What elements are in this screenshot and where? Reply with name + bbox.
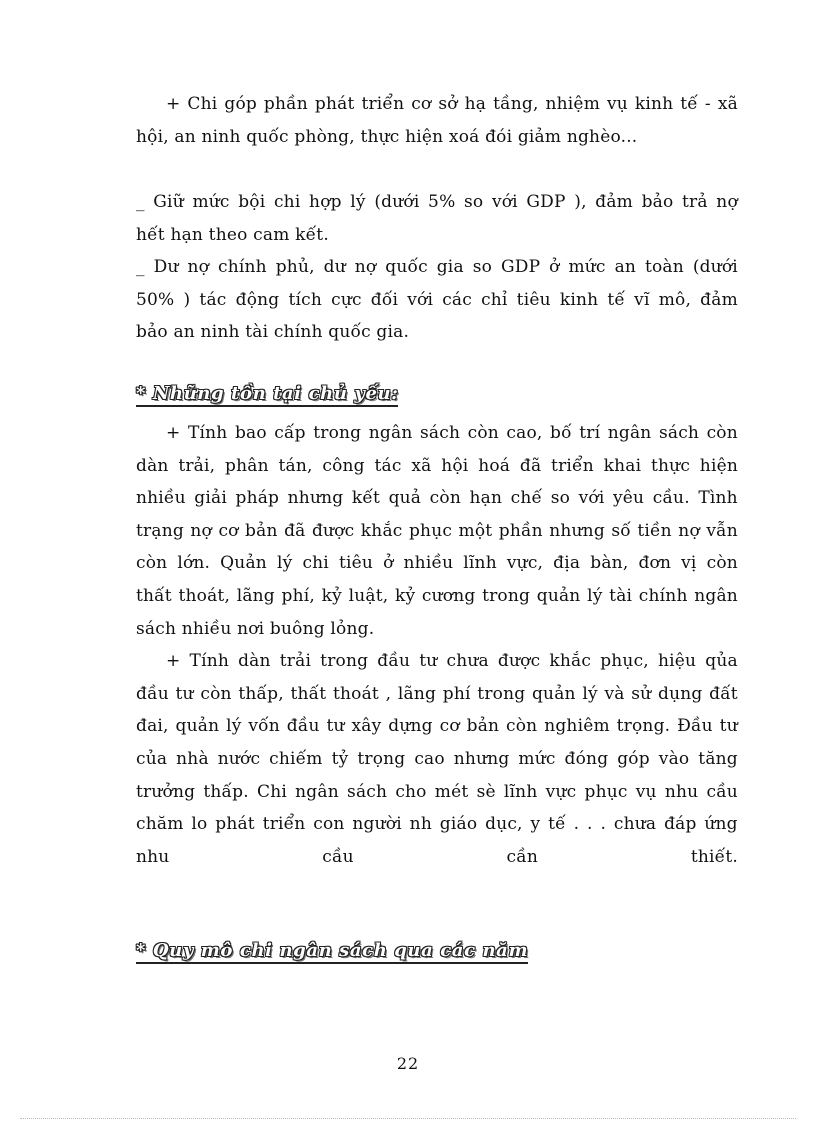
word: đơn [638,553,672,574]
word: GDP [500,257,541,278]
word: tế [607,289,626,310]
word: + [166,423,181,443]
word: chi [302,553,329,574]
word: mét [434,781,469,802]
word: hiệu [657,651,697,672]
word: , [385,683,392,704]
word: bội [238,192,266,212]
word: nợ [190,520,212,541]
word: nhu [136,846,170,867]
word: nhu [664,781,699,802]
word: hạn [469,488,503,509]
word: một [458,520,493,541]
word: đã [284,520,306,541]
word: cương [421,585,476,606]
word: hạ [464,94,487,114]
word: Tính [189,651,230,672]
word: phát [314,94,355,114]
word: trong [313,423,362,443]
word: các [442,289,472,310]
word: ngân [368,423,413,443]
text-line: hết hạn theo cam kết. [136,224,329,245]
text-line [136,515,738,548]
paragraph-shortcomings [136,417,738,873]
word: cơ [439,716,460,737]
word: phục [584,781,628,802]
word: gia [436,257,464,278]
word: (dưới [692,257,738,278]
word: đáp [664,814,697,835]
word: nợ [187,257,210,278]
word: kỷ [394,585,416,606]
word: _ [136,192,145,212]
word: cầu. [652,488,690,509]
paragraph-infrastructure [136,88,738,153]
word: Tình [698,488,738,509]
word: vẫn [706,520,738,541]
word: so [464,192,484,212]
word: được [497,651,541,672]
word: lý [350,192,366,212]
word: chỉ [481,289,508,310]
word: cơ [218,520,239,541]
word: y [530,814,541,835]
word: địa [553,553,581,574]
word: qủa [705,651,738,672]
word: trí [579,423,601,443]
word: trải [279,651,312,672]
word: cao [414,748,445,769]
word: động [235,289,280,310]
word: _ [136,257,145,278]
text-line [136,417,738,450]
word: chưa [446,651,489,672]
word: chính [638,585,688,606]
word: phục [408,520,453,541]
word: trong [482,585,531,606]
word: ứng [704,814,738,835]
word: trọng. [616,716,671,737]
word: còn [706,553,738,574]
word: yêu [612,488,645,509]
word: quả [388,488,422,509]
word: lĩnh [503,781,538,802]
section-heading-shortcomings: * Những tồn tại chủ yếu: [136,383,398,407]
word: cần [506,846,539,867]
word: cực [331,289,362,310]
section-heading-budget-scale: * Quy mô chi ngân sách qua các năm [136,940,528,964]
page-number: 22 [396,1054,420,1073]
word: thất [290,683,327,704]
text-line [136,776,738,809]
word: hiện [699,455,738,476]
word: góp [224,94,257,114]
word: so [550,488,571,509]
word: cầu [322,846,354,867]
paragraph-deficit [136,186,738,349]
word: nước [217,748,261,769]
word: tỷ [331,748,349,769]
word: giải [194,488,227,509]
word: tác [374,455,402,476]
word: chế [510,488,543,509]
word: và [604,683,625,704]
word: nợ [678,520,700,541]
word: lý [587,585,603,606]
word: 50% [136,289,175,310]
word: giáo [439,814,478,835]
word: (dưới [374,192,420,212]
word: thấp. [203,781,249,802]
word: GDP [526,192,566,212]
word: lo [191,814,208,835]
word: kết [351,488,381,509]
word: ) [183,289,191,310]
word: ), [574,192,587,212]
word: - [704,94,711,114]
word: góp [617,748,650,769]
word: sử [631,683,652,704]
word: triển [551,455,594,476]
word: tiêu [516,289,551,310]
word: tầng, [493,94,539,114]
word: bố [550,423,572,443]
word: kỷ [321,585,342,606]
word: trưởng [136,781,196,802]
word: tư [175,683,194,704]
word: Tính [187,423,228,443]
text-line: hội, an ninh quốc phòng, thực hiện xoá đói giảm nghèo... [136,126,638,147]
word: con [313,814,345,835]
word: so [472,257,493,278]
word: phát [215,814,255,835]
word: đã [519,455,542,476]
word: vĩ [634,289,650,310]
word: nhưng [453,748,510,769]
word: còn [136,553,168,574]
word: quản [536,585,581,606]
word: bảo [641,192,674,212]
word: vụ [635,781,657,802]
text-line [136,88,738,121]
word: xây [351,716,382,737]
word: dựng [388,716,433,737]
word: bản [245,520,278,541]
word: tác [199,289,227,310]
word: + [166,651,181,672]
word: luật, [348,585,389,606]
word: tiêu [338,553,374,574]
word: phí [442,683,471,704]
word: lý [226,716,242,737]
word: đất [709,683,738,704]
word: lĩnh [463,553,497,574]
word: phủ, [275,257,315,278]
word: còn [429,488,461,509]
word: hội [441,455,469,476]
word: ở [383,553,394,574]
word: ngân [295,781,339,802]
text-line-last [136,841,738,874]
word: xã [411,455,432,476]
word: số [611,520,631,541]
word: vào [658,748,690,769]
word: phí, [281,585,316,606]
word: tích [288,289,322,310]
word: lý [276,553,293,574]
word: nhiều [136,488,186,509]
word: sở [438,94,458,114]
word: dàn [238,651,271,672]
word: phần [263,94,308,114]
word: trong [477,683,526,704]
text-line [136,284,738,317]
word: phân [225,455,269,476]
text-line [136,482,738,515]
word: Chi [256,781,287,802]
word: . [587,814,593,835]
word: lớn. [177,553,211,574]
word: tư [719,716,738,737]
word: ngân [694,585,738,606]
word: thoát [332,683,379,704]
word: đầu [136,683,169,704]
word: trong [320,651,369,672]
word: Chi [187,94,218,114]
word: sách [658,423,700,443]
word: triển [262,814,306,835]
word: với [407,289,434,310]
word: Đầu [677,716,713,737]
word: thất [136,585,172,606]
word: tài [609,585,633,606]
word: an [614,257,637,278]
word: mô, [658,289,692,310]
word: dụng [657,683,703,704]
word: khắc [549,651,592,672]
word: xã [717,94,738,114]
text-line [136,251,738,284]
word: dư [323,257,346,278]
word: bản [466,716,500,737]
text-line [136,580,738,613]
word: đối [370,289,399,310]
word: của [136,748,168,769]
word: nghiêm [544,716,610,737]
text-line [136,710,738,743]
word: với [491,192,518,212]
text-line [136,678,738,711]
word: trạng [136,520,184,541]
word: Giữ [153,192,184,212]
word: tán, [278,455,313,476]
word: . [600,814,607,835]
word: trọng [357,748,406,769]
word: quản [531,683,576,704]
word: còn [706,423,738,443]
word: tế [680,94,698,114]
word: khai [603,455,642,476]
word: thiết. [690,846,738,867]
word: mức [518,748,556,769]
word: người [352,814,402,835]
word: lãng [236,585,275,606]
word: quốc [385,257,428,278]
word: vực, [506,553,544,574]
word: thoát, [178,585,231,606]
word: quản [175,716,220,737]
text-line: sách nhiều nơi buông lỏng. [136,618,375,639]
word: pháp [235,488,280,509]
word: hoá [478,455,511,476]
word: chăm [136,814,184,835]
word: sách [419,423,461,443]
word: nợ [354,257,377,278]
word: chính [218,257,267,278]
text-line [136,450,738,483]
word: công [322,455,365,476]
word: Dư [153,257,179,278]
word: lãng [397,683,437,704]
word: còn [506,716,538,737]
word: chi [273,192,301,212]
word: chiếm [269,748,323,769]
word: đảm [700,289,738,310]
word: cho [395,781,427,802]
word: tiền [637,520,672,541]
word: cao, [506,423,543,443]
word: đóng [564,748,609,769]
text-line [136,547,738,580]
word: lý [582,683,598,704]
word: cầu [706,781,738,802]
word: nhiệm [545,94,601,114]
word: Quản [220,553,267,574]
word: nhiều [403,553,454,574]
text-line [136,743,738,776]
word: kinh [634,94,674,114]
word: nhưng [287,488,344,509]
word: tư [326,716,345,737]
word: mức [568,257,606,278]
text-line: bảo an ninh tài chính quốc gia. [136,322,410,343]
word: nhà [176,748,209,769]
word: bàn, [590,553,629,574]
word: vực [545,781,577,802]
word: dàn [136,455,169,476]
text-line [136,808,738,841]
word: cấp [274,423,306,443]
word: nh [409,814,432,835]
word: dục, [485,814,523,835]
word: bao [234,423,267,443]
word: ngân [607,423,652,443]
word: toàn [644,257,684,278]
word: nhưng [549,520,605,541]
word: trải, [178,455,216,476]
word: hợp [309,192,342,212]
word: cơ [411,94,432,114]
word: đầu [377,651,411,672]
page-divider [20,1118,796,1119]
word: . [573,814,580,835]
word: thực [650,455,691,476]
word: đầu [286,716,320,737]
word: vụ [606,94,628,114]
text-line [136,186,738,219]
word: phục, [600,651,649,672]
word: đai, [136,716,169,737]
word: trả [682,192,708,212]
word: vị [681,553,697,574]
word: tế [548,814,566,835]
word: tăng [698,748,738,769]
word: + [166,94,181,114]
word: sách [347,781,388,802]
word: khắc [360,520,403,541]
word: nợ [716,192,738,212]
word: chưa [613,814,657,835]
word: vốn [248,716,280,737]
word: tư [419,651,438,672]
word: được [311,520,355,541]
word: với [578,488,605,509]
word: kinh [559,289,599,310]
word: sè [476,781,496,802]
word: thấp, [238,683,284,704]
word: mức [192,192,230,212]
word: triển [361,94,405,114]
word: 5% [428,192,456,212]
text-line [136,645,738,678]
word: đảm [595,192,633,212]
word: phần [498,520,543,541]
word: ở [549,257,560,278]
word: còn [200,683,232,704]
word: còn [467,423,499,443]
